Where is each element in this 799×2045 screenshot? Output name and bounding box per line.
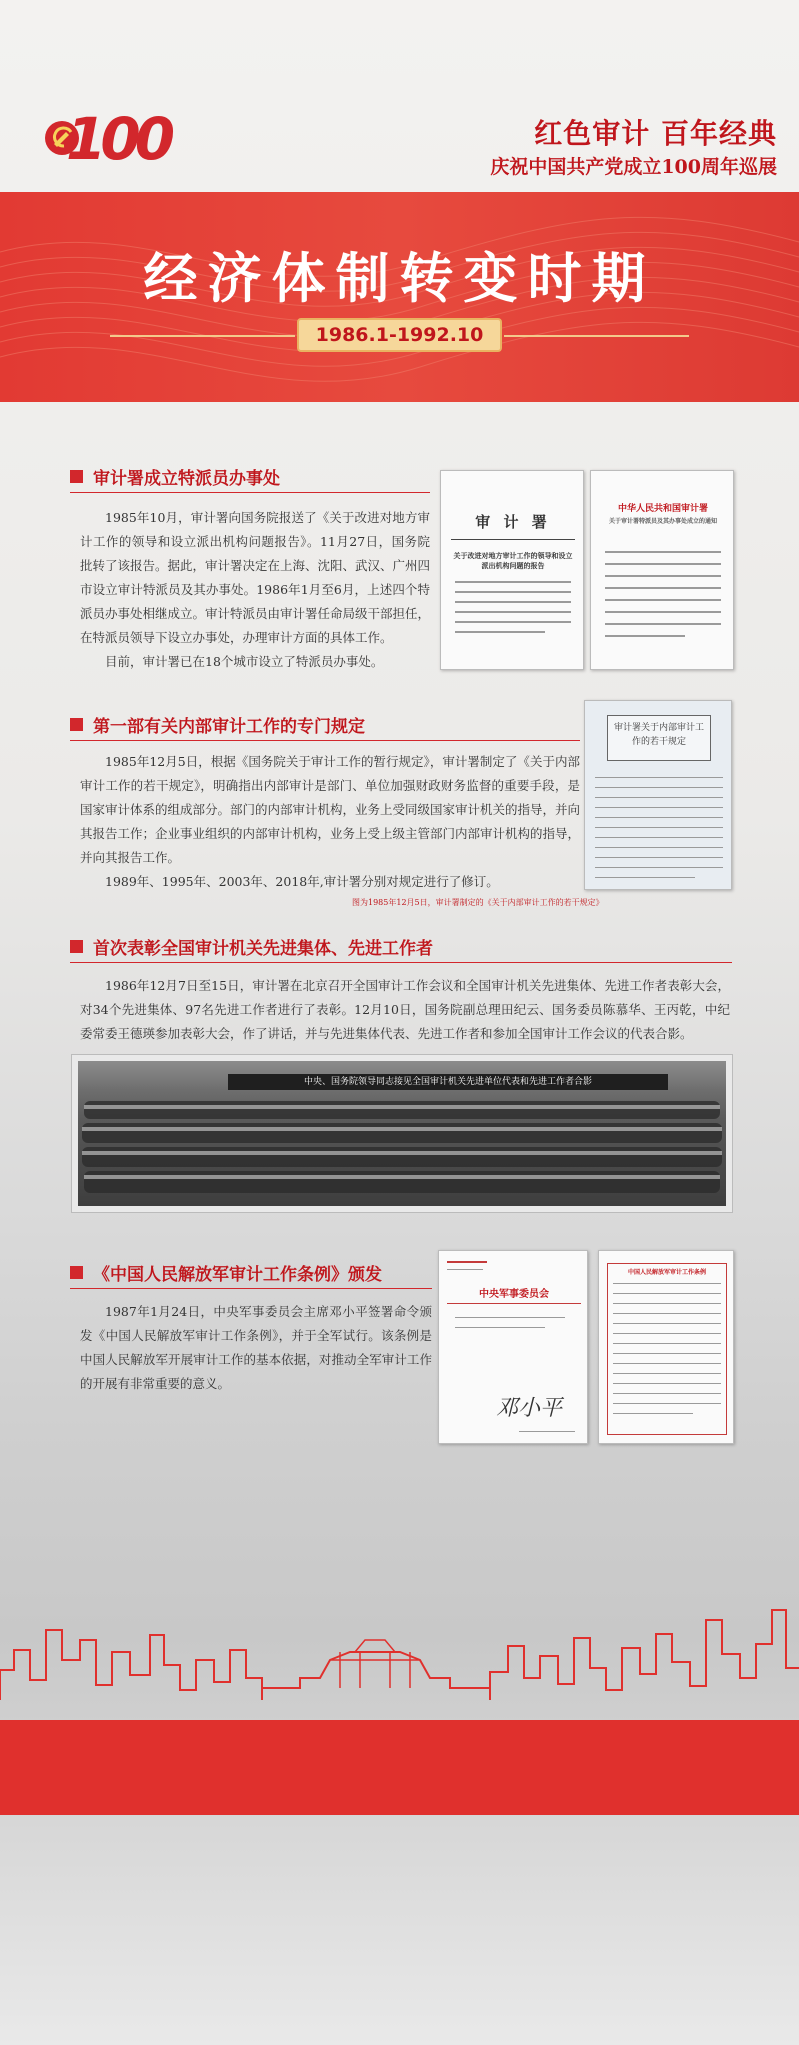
footer-red-band <box>0 1720 799 1815</box>
group-photo <box>72 1055 732 1212</box>
doc-title: 中国人民解放军审计工作条例 <box>627 1269 706 1276</box>
section-heading-2 <box>70 712 365 737</box>
heading-square-icon <box>70 718 83 731</box>
section-3-text <box>80 974 730 1046</box>
heading-square-icon <box>70 940 83 953</box>
document-image-4 <box>438 1250 588 1444</box>
section-1-text <box>80 506 430 674</box>
doc-subtitle: 关于改进对地方审计工作的领导和设立派出机构问题的报告 <box>453 551 573 570</box>
photo-caption: 中央、国务院领导同志接见全国审计机关先进单位代表和先进工作者合影 <box>228 1074 668 1090</box>
paragraph: 1987年1月24日，中央军事委员会主席邓小平签署命令颁发《中国人民解放军审计工作条例》，并于全军试行。该条例是中国人民解放军开展审计工作的基本依据，对推动全军审计工作的开展有非常重要的意义。 <box>80 1304 432 1391</box>
document-image-1 <box>440 470 584 670</box>
section-4-text <box>80 1300 432 1396</box>
section-divider <box>70 1288 432 1289</box>
crowd-illustration <box>78 1061 726 1206</box>
section-title: 审计署成立特派员办事处 <box>93 469 280 489</box>
section-title: 首次表彰全国审计机关先进集体、先进工作者 <box>93 939 433 959</box>
section-divider <box>70 492 430 493</box>
paragraph: 1985年12月5日，根据《国务院关于审计工作的暂行规定》，审计署制定了《关于内部审计工作的若干规定》，明确指出内部审计是部门、单位加强财政财务监督的重要手段，是国家审计体系的组成部分。部门的内部审计机构，业务上受同级国家审计机关的指导，并向其报告工作；企业事业组织的内部审计机构，业务上受上级主管部门内部审计机构的指导，并向其报告工作。 <box>80 754 581 865</box>
doc-red-border <box>607 1263 727 1435</box>
section-title: 《中国人民解放军审计工作条例》颁发 <box>93 1265 382 1285</box>
date-line-left <box>110 335 295 337</box>
paragraph: 目前，审计署已在18个城市设立了特派员办事处。 <box>105 654 384 669</box>
document-image-5 <box>598 1250 734 1444</box>
section-title: 第一部有关内部审计工作的专门规定 <box>93 717 365 737</box>
document-caption: 图为1985年12月5日，审计署制定的《关于内部审计工作的若干规定》 <box>352 898 604 907</box>
section-2-text <box>80 750 580 894</box>
doc-title: 审 计 署 <box>475 513 551 531</box>
section-divider <box>70 740 580 741</box>
slogan-title: 红色审计 百年经典 <box>534 117 777 150</box>
era-banner <box>0 192 799 402</box>
section-heading-3 <box>70 934 433 959</box>
section-heading-4 <box>70 1260 382 1285</box>
paragraph: 1986年12月7日至15日，审计署在北京召开全国审计工作会议和全国审计机关先进集体、先进工作者表彰大会，对34个先进集体、97名先进工作者进行了表彰。12月10日，国务院副总理田纪云、国务委员陈慕华、王丙乾，中纪委常委王德瑛参加表彰大会，作了讲话，并与先进集体代表、先进工作者和参加全国审计工作会议的代表合影。 <box>80 978 730 1041</box>
document-image-3 <box>584 700 732 890</box>
section-divider <box>70 962 732 963</box>
doc-subtitle: 关于审计署特派员及其办事处成立的通知 <box>608 518 717 525</box>
heading-square-icon <box>70 1266 83 1279</box>
doc-title: 中央军事委员会 <box>479 1289 549 1300</box>
signature: 邓小平 <box>495 1396 562 1421</box>
paragraph: 1985年10月，审计署向国务院报送了《关于改进对地方审计工作的领导和设立派出机构问题报告》。11月27日，国务院批转了该报告。据此，审计署决定在上海、沈阳、武汉、广州四市设立审计特派员及其办事处。1986年1月至6月，上述四个特派员办事处相继成立。审计特派员由审计署任命局级干部担任，在特派员领导下设立办事处，办理审计方面的具体工作。 <box>80 510 431 645</box>
doc-title: 审计署关于内部审计工作的若干规定 <box>613 723 704 747</box>
date-line-right <box>504 335 689 337</box>
paragraph: 1989年、1995年、2003年、2018年,审计署分别对规定进行了修订。 <box>105 874 499 889</box>
slogan-subtitle: 庆祝中国共产党成立100周年巡展 <box>490 156 777 178</box>
heading-square-icon <box>70 470 83 483</box>
doc-title: 中华人民共和国审计署 <box>617 504 708 514</box>
city-skyline-outline <box>0 1590 799 1722</box>
party-100-logo <box>44 105 170 173</box>
logo-100-text: 100 <box>66 105 170 173</box>
period-title: 经济体制转变时期 <box>143 247 656 310</box>
section-heading-1 <box>70 464 280 489</box>
date-range-badge: 1986.1-1992.10 <box>297 318 502 352</box>
document-image-2 <box>590 470 734 670</box>
